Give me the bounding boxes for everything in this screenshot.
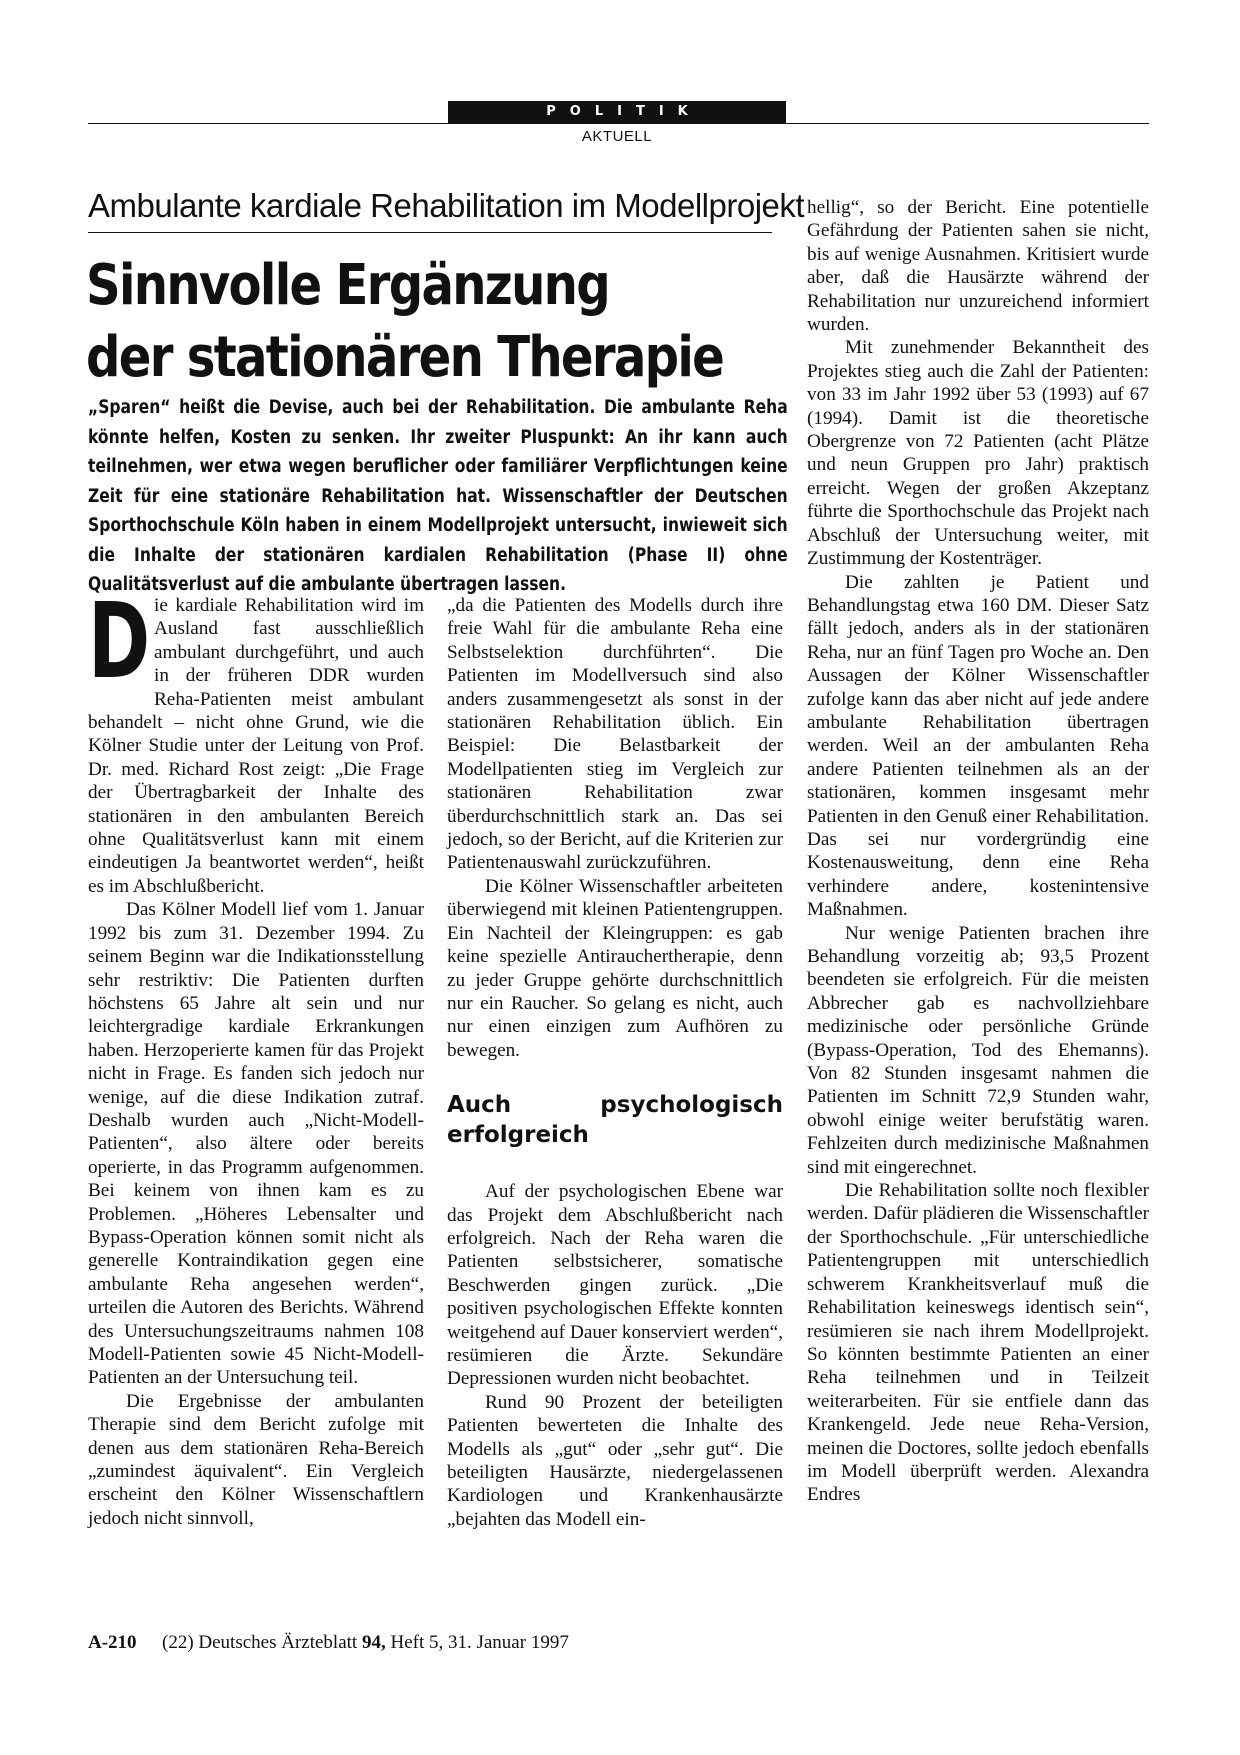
top-rule — [88, 123, 1149, 124]
article-kicker: Ambulante kardiale Rehabilitation im Modellprojekt — [88, 187, 805, 224]
paragraph: Die Rehabilitation sollte noch flexibler werden. Dafür plädieren die Wissenschaftler der Sporthochschule. „Für unterschiedliche Patientengruppen mit unterschiedlich schwerem Krankheitsverlauf muß die Rehabilitation keineswegs identisch sein“, resümieren sie nach ihrem Modellprojekt. So könnten bestimmte Patienten an einer Reha teilnehmen und in Teilzeit weiterarbeiten. Für sie entfiele dann das Krankengeld. Jede neue Reha-Version, meinen die Doctores, sollte jedoch ebenfalls im Modell überprüft werden. Alexandra Endres — [807, 1180, 1149, 1506]
paragraph: Das Kölner Modell lief vom 1. Januar 1992 bis zum 31. Dezember 1994. Zu seinem Beginn war die Indikationsstellung sehr restriktiv: Die Patienten durften höchstens 65 Jahre alt sein und nur leichtergradige kardiale Erkrankungen haben. Herzoperierte kamen für das Projekt nicht in Frage. Es fanden sich jedoch nur wenige, auf die diese Indikation zutraf. Deshalb wurden auch „Nicht-Modell-Patienten“, also ältere oder bereits operierte, in das Programm aufgenommen. Bei keinem von ihnen kam es zu Problemen. „Höheres Lebensalter und Bypass-Operation können somit nicht als generelle Kontraindikation gegen eine ambulante Reha angesehen werden“, urteilen die Autoren des Berichts. Während des Untersuchungszeitraums nahmen 108 Modell-Patienten sowie 45 Nicht-Modell-Patienten an der Untersuchung teil. — [88, 899, 424, 1389]
paragraph: „da die Patienten des Modells durch ihre freie Wahl für die ambulante Reha eine Selbstselektion durchführten“. Die Patienten im Modellversuch sind also anders zusammengesetzt als sonst in der stationären Rehabilitation üblich. Ein Beispiel: Die Belastbarkeit der Modellpatienten stieg im Vergleich zur stationären Rehabilitation zwar überdurchschnittlich stark an. Das sei jedoch, so der Bericht, auf die Kriterien zur Patientenauswahl zurückzuführen. — [447, 595, 783, 874]
column-3 — [807, 196, 1149, 1507]
drop-cap: D — [88, 580, 151, 702]
paragraph: Die Kölner Wissenschaftler arbeiteten überwiegend mit kleinen Patientengruppen. Ein Nachteil der Kleingruppen: es gab keine spezielle Antirauchertherapie, denn zu jeder Gruppe gehörte durchschnittlich nur ein Raucher. So gelang es nicht, auch nur einen einzigen zum Aufhören zu bewegen. — [447, 875, 783, 1061]
article-headline — [86, 250, 724, 394]
publication-info — [162, 1632, 569, 1654]
section-label: POLITIK — [448, 101, 786, 123]
volume-number: 94, — [361, 1632, 386, 1653]
paragraph: Die zahlten je Patient und Behandlungstag etwa 160 DM. Dieser Satz fällt jedoch, anders als in der stationären Reha, nur an fünf Tagen pro Woche an. Den Aussagen der Kölner Wissenschaftler zufolge kann das aber nicht auf jede andere ambulante Rehabilitation übertragen werden. Weil an der ambulanten Reha andere Patienten teilnehmen als an der stationären, kommen insgesamt mehr Patienten in den Genuß einer Rehabilitation. Das sei nur vordergründig eine Kostenausweitung, denn eine Reha verhindere andere, kostenintensive Maßnahmen. — [807, 571, 1149, 921]
issue-suffix: Heft 5, 31. Januar 1997 — [385, 1632, 569, 1653]
column-1 — [88, 580, 424, 1530]
section-subhead: Auch psychologisch erfolgreich — [447, 1092, 783, 1149]
issue-prefix: (22) Deutsches Ärzteblatt — [162, 1632, 362, 1653]
paragraph: hellig“, so der Bericht. Eine potentielle Gefährdung der Patienten sahen sie nicht, bis auf wenige Ausnahmen. Kritisiert wurde aber, daß die Hausärzte während der Rehabilitation nur unzureichend informiert wurden. — [807, 197, 1149, 336]
headline-line-2: der stationären Therapie — [86, 325, 724, 390]
paragraph: Auf der psychologischen Ebene war das Projekt dem Abschlußbericht nach erfolgreich. Nach der Reha waren die Patienten selbstsicherer, somatische Beschwerden gingen zurück. „Die positiven psychologischen Effekte konnten weitgehend auf Dauer konserviert werden“, resümieren die Ärzte. Sekundäre Depressionen wurden nicht beobachtet. — [447, 1181, 783, 1390]
headline-line-1: Sinnvolle Ergänzung — [86, 253, 610, 318]
lead-text: „Sparen“ heißt die Devise, auch bei der Rehabilitation. Die ambulante Reha könnte helfen, Kosten zu senken. Ihr zweiter Pluspunkt: An ihr kann auch teilnehmen, wer etwa wegen beruflicher oder familiärer Verpflichtungen keine Zeit für eine stationäre Rehabilitation hat. Wissenschaftler der Deutschen Sporthochschule Köln haben in einem Modellprojekt untersucht, inwieweit sich die Inhalte der stationären kardialen Rehabilitation (Phase II) ohne Qualitätsverlust auf die ambulante übertragen lassen. — [88, 397, 788, 595]
paragraph: Rund 90 Prozent der beteiligten Patienten bewerteten die Inhalte des Modells als „gut“ oder „sehr gut“. Die beteiligten Hausärzte, niedergelassenen Kardiologen und Krankenhausärzte „bejahten das Modell ein- — [447, 1391, 783, 1530]
paragraph: Nur wenige Patienten brachen ihre Behandlung vorzeitig ab; 93,5 Prozent beendeten sie erfolgreich. Für die meisten Abbrecher gab es nachvollziehbare medizinische oder persönliche Gründe (Bypass-Operation, Tod des Ehemanns). Von 82 Stunden insgesamt nahmen die Patienten im Schnitt 72,9 Stunden wahr, obwohl einige weiter berufstätig waren. Fehlzeiten durch medizinische Maßnahmen sind mit eingerechnet. — [807, 922, 1149, 1178]
subsection-label: AKTUELL — [581, 128, 653, 145]
article-lead — [88, 393, 788, 600]
paragraph — [88, 580, 424, 898]
page-number: A-210 — [88, 1632, 137, 1653]
paragraph-text: ie kardiale Rehabilitation wird im Ausland fast ausschließlich ambulant durchgeführt, und auch in der früheren DDR wurden Reha-Patienten meist ambulant behandelt – nicht ohne Grund, wie die Kölner Studie unter der Leitung von Prof. Dr. med. Richard Rost zeigt: „Die Frage der Übertragbarkeit der Inhalte des stationären in den ambulanten Bereich ohne Qualitätsverlust kann mit einem eindeutigen Ja beantwortet werden“, heißt es im Abschlußbericht. — [88, 595, 424, 897]
paragraph: Mit zunehmender Bekanntheit des Projektes stieg auch die Zahl der Patienten: von 33 im Jahr 1992 über 53 (1993) auf 67 (1994). Damit ist die theoretische Obergrenze von 72 Patienten (acht Plätze und neun Gruppen pro Jahr) praktisch erreicht. Wegen der großen Akzeptanz führte die Sporthochschule das Projekt nach Abschluß der Untersuchung weiter, mit Zustimmung der Kostenträger. — [807, 337, 1149, 570]
kicker-rule — [88, 232, 772, 233]
column-2 — [447, 594, 783, 1531]
paragraph: Die Ergebnisse der ambulanten Therapie sind dem Bericht zufolge mit denen aus dem stationären Reha-Bereich „zumindest äquivalent“. Ein Vergleich erscheint den Kölner Wissenschaftlern jedoch nicht sinnvoll, — [88, 1390, 424, 1529]
